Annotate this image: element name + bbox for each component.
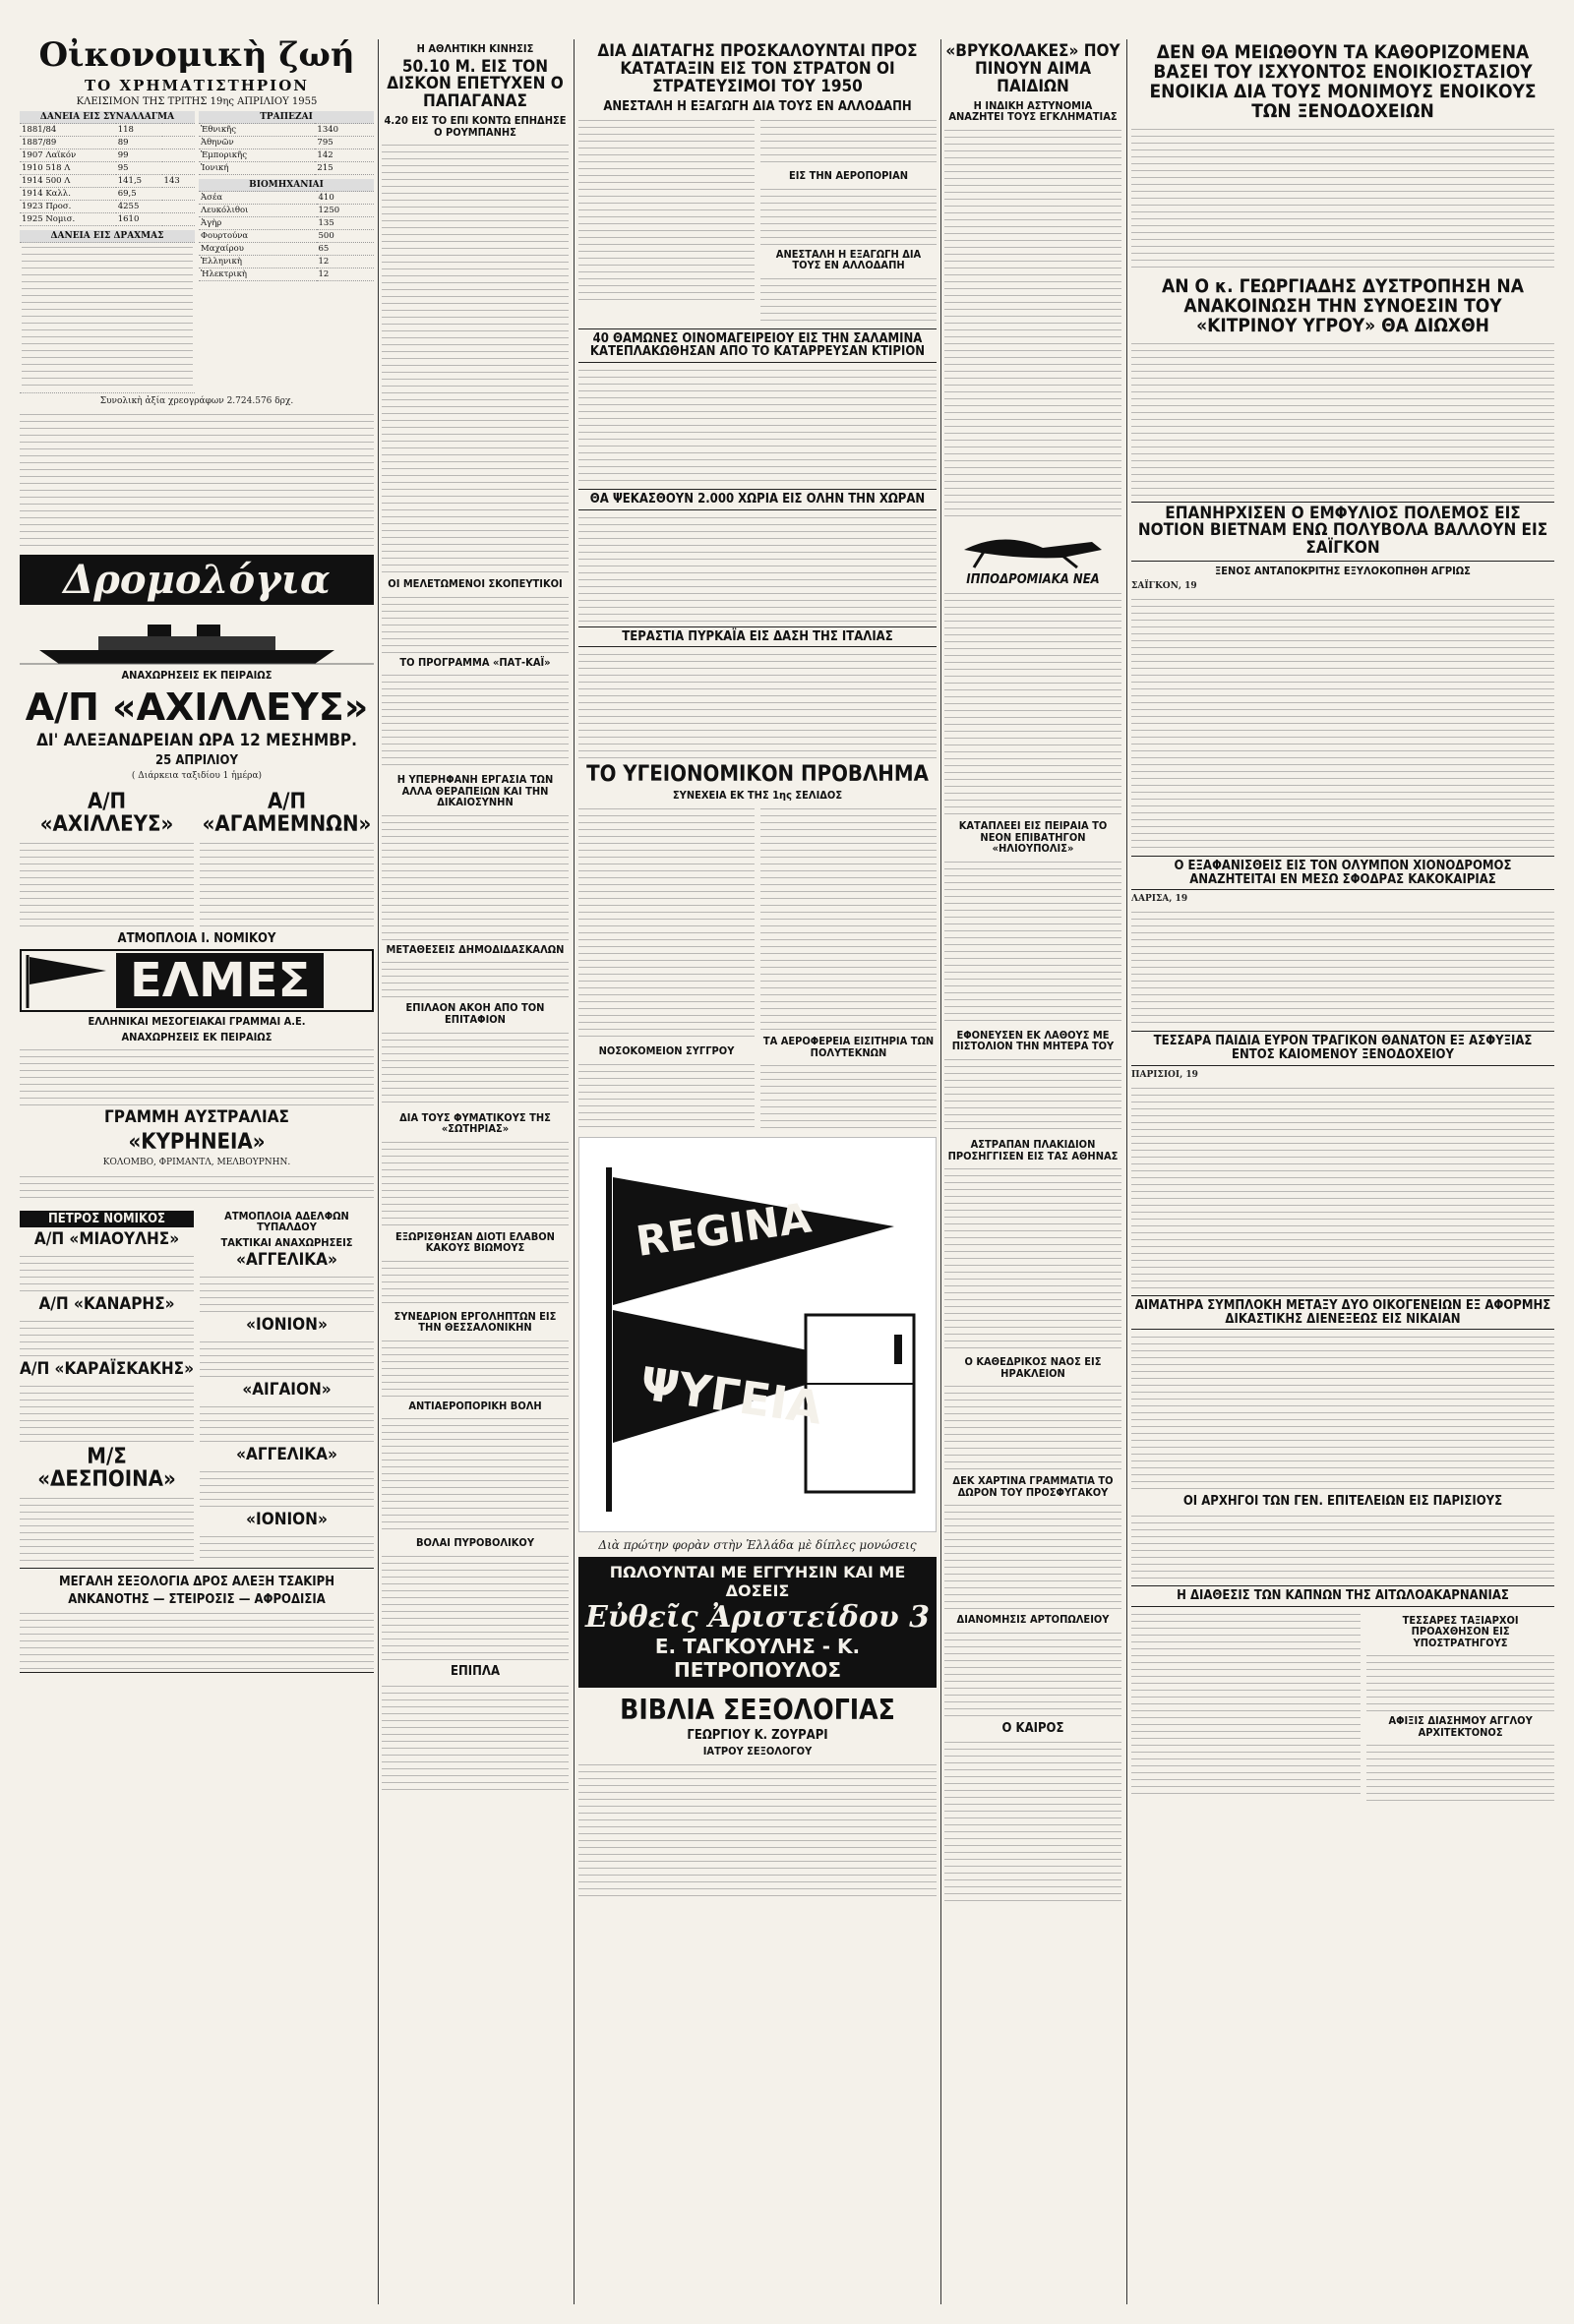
tactical-departures: ΤΑΚΤΙΚΑΙ ΑΝΑΧΩΡΗΣΕΙΣ: [220, 1235, 353, 1249]
regina-brand: REGINA: [633, 1193, 815, 1267]
petronomikos-logo: ΠΕΤΡΟΣ ΝΟΜΙΚΟΣ: [20, 1211, 194, 1228]
table-cell: 1881/84: [20, 124, 116, 137]
sales-line1: ΠΩΛΟΥΝΤΑΙ ΜΕ ΕΓΓΥΗΣΙΝ ΚΑΙ ΜΕ ΔΟΣΕΙΣ: [609, 1563, 906, 1601]
table-row: [20, 201, 195, 213]
headline: ΤΟ ΠΡΟΓΡΑΜΜΑ «ΠΑΤ-ΚΑΪ»: [399, 655, 551, 669]
australia-line: ΓΡΑΜΜΗ ΑΥΣΤΡΑΛΙΑΣ: [103, 1107, 289, 1128]
headline-vampires: «ΒΡΥΚΟΛΑΚΕΣ» ΠΟΥ ΠΙΝΟΥΝ ΑΙΜΑ ΠΑΙΔΙΩΝ: [945, 41, 1120, 96]
books-title: ΒΙΒΛΙΑ ΣΕΞΟΛΟΓΙΑΣ: [620, 1694, 895, 1727]
article-text: [760, 1062, 937, 1131]
table-cell: 1887/89: [20, 137, 116, 149]
book-ad: [20, 1568, 374, 1673]
article-text: [1131, 909, 1554, 1027]
table-cell: Μαχαίρου: [199, 243, 317, 256]
schedule-text: [20, 1253, 194, 1292]
headline-tobacco: Η ΔΙΑΘΕΣΙΣ ΤΩΝ ΚΑΠΝΩΝ ΤΗΣ ΑΙΤΩΛΟΑΚΑΡΝΑΝΙΑΣ: [1131, 1585, 1554, 1607]
schedule-text: [20, 1383, 194, 1442]
article-text: [382, 1415, 569, 1533]
table-row: [199, 256, 374, 268]
headline: ΕΞΩΡΙΣΘΗΣΑΝ ΔΙΟΤΙ ΕΛΑΒΟΝ ΚΑΚΟΥΣ ΒΙΩΜΟΥΣ: [395, 1229, 555, 1255]
column-economy: [20, 35, 374, 2304]
table-cell: Φουρτούνα: [199, 230, 317, 243]
headline: ΔΙΑΝΟΜΗΣΙΣ ΑΡΤΟΠΩΛΕΙΟΥ: [956, 1613, 1110, 1627]
table-cell: 1340: [315, 124, 374, 137]
elmes-departures: ΑΝΑΧΩΡΗΣΕΙΣ ΕΚ ΠΕΙΡΑΙΩΣ: [121, 1030, 272, 1043]
table-cell: 118: [116, 124, 162, 137]
headline-health: ΤΟ ΥΓΕΙΟΝΟΜΙΚΟΝ ΠΡΟΒΛΗΜΑ: [586, 762, 929, 788]
article-text: [1131, 1611, 1361, 1798]
schedule-text: [20, 1495, 194, 1564]
table-row: [20, 162, 195, 175]
aerophereia-sub: ΤΑ ΑΕΡΟΦΕΡΕΙΑ ΕΙΣΙΤΗΡΙΑ ΤΩΝ ΠΟΛΥΤΕΚΝΩΝ: [762, 1035, 935, 1059]
headline-export: ΑΝΕΣΤΑΛΗ Η ΕΞΑΓΩΓΗ ΔΙΑ ΤΟΥΣ ΕΝ ΑΛΛΟΔΑΠΗ: [603, 98, 912, 114]
headline-nikaia: ΑΙΜΑΤΗΡΑ ΣΥΜΠΛΟΚΗ ΜΕΤΑΞΥ ΔΥΟ ΟΙΚΟΓΕΝΕΙΩΝ ΕΞ ΑΦΟΡΜΗΣ ΔΙΚΑΣΤΙΚΗΣ ΔΙΕΝΕΞΕΩΣ ΕΙΣ ΝΙΚΑΙΑΝ: [1131, 1295, 1554, 1330]
ionion-2: «ΙΟΝΙΟΝ»: [246, 1509, 328, 1529]
table-cell: 69,5: [116, 188, 162, 201]
table-row: [199, 217, 374, 230]
table-cell: 4255: [116, 201, 162, 213]
ship-illustration: [20, 611, 374, 666]
table-cell: [162, 137, 195, 149]
headline: ΑΝΤΙΑΕΡΟΠΟΡΙΚΗ ΒΟΛΗ: [408, 1399, 542, 1412]
sports-sub: 4.20 ΕΙΣ ΤΟ ΕΠΙ ΚΟΝΤΩ ΕΠΗΔΗΣΕ Ο ΡΟΥΜΠΑΝΗΣ: [384, 114, 567, 139]
article-text: [382, 1338, 569, 1397]
headline-georgiadis: ΑΝ Ο κ. ΓΕΩΡΓΙΑΔΗΣ ΔΥΣΤΡΟΠΗΣΗ ΝΑ ΑΝΑΚΟΙΝΩΣΗ ΤΗΝ ΣΥΝΟΕΣΙΝ ΤΟΥ «ΚΙΤΡΙΝΟΥ ΥΓΡΟΥ» ΘΑ ΔΙΩΧΘΗ: [1162, 274, 1524, 336]
column-main-news: [578, 39, 937, 2304]
article-text: [382, 959, 569, 998]
table-cell: [162, 149, 195, 162]
table-cell: 1923 Προσ.: [20, 201, 116, 213]
section-date: ΚΛΕΙΣΙΜΟΝ ΤΗΣ ΤΡΙΤΗΣ 19ης ΑΠΡΙΛΙΟΥ 1955: [76, 96, 318, 107]
table-cell: Ἀσέα: [199, 192, 317, 205]
miaoulis: Α/Π «ΜΙΑΟΥΛΗΣ»: [33, 1229, 180, 1250]
market-tables: [20, 111, 374, 393]
kyrineia-sub: ΚΟΛΟΜΒΟ, ΦΡΙΜΑΝΤΛ, ΜΕΛΒΟΥΡΝΗΝ.: [102, 1158, 291, 1168]
two-col-block: [578, 117, 937, 325]
nomikos-typaldou-ads: [20, 1207, 374, 1564]
table-cell: Ἐμπορικῆς: [199, 149, 315, 162]
column-world: [1131, 39, 1554, 2304]
headline: Ο ΚΑΘΕΔΡΙΚΟΣ ΝΑΟΣ ΕΙΣ ΗΡΑΚΛΕΙΟΝ: [964, 1355, 1102, 1380]
regina-pennants: [579, 1138, 937, 1531]
flag-icon: [22, 951, 110, 1010]
headline: ΔΕΚ ΧΑΡΤΙΝΑ ΓΡΑΜΜΑΤΙΑ ΤΟ ΔΩΡΟΝ ΤΟΥ ΠΡΟΣΦΥΓΑΚΟΥ: [952, 1474, 1114, 1499]
elmes-ad: [20, 949, 374, 1012]
dateline: ΠΑΡΙΣΙΟΙ, 19: [1131, 1069, 1198, 1080]
article-text: [578, 117, 755, 304]
schedule-text: [200, 1339, 374, 1378]
article-text: [578, 805, 755, 1042]
table-cell: Ἰονική: [199, 162, 315, 175]
kyrineia: «ΚΥΡΗΝΕΙΑ»: [128, 1130, 266, 1156]
table-row: [20, 124, 195, 137]
article-text: [382, 1553, 569, 1661]
karaiskakis: Α/Π «ΚΑΡΑΪΣΚΑΚΗΣ»: [20, 1358, 194, 1379]
article-text: [944, 1165, 1121, 1352]
article-text: [944, 590, 1121, 816]
article-text: [578, 514, 937, 623]
table-cell: Λευκόλιθοι: [199, 205, 317, 217]
table-row: [20, 149, 195, 162]
article-text: [578, 1061, 755, 1130]
health-text-block: [578, 805, 937, 1131]
elmes-sub: ΕΛΛΗΝΙΚΑΙ ΜΕΣΟΓΕΙΑΚΑΙ ΓΡΑΜΜΑΙ Α.Ε.: [88, 1015, 306, 1029]
sub-aeroporia: ΕΙΣ ΤΗΝ ΑΕΡΟΠΟΡΙΑΝ: [788, 169, 909, 183]
industry-table: [199, 179, 374, 281]
article-text: [382, 1139, 569, 1227]
table-cell: Ἀγὴρ: [199, 217, 317, 230]
loans-header: ΔΑΝΕΙΑ ΕΙΣ ΣΥΝΑΛΛΑΓΜΑ: [20, 111, 195, 124]
table-cell: 142: [315, 149, 374, 162]
article-text: [944, 127, 1121, 520]
books-role: ΙΑΤΡΟΥ ΣΕΞΟΛΟΓΟΥ: [702, 1745, 813, 1758]
article-text: [382, 1030, 569, 1108]
article-text: [760, 186, 937, 245]
drachma-table: [20, 230, 195, 393]
table-cell: 795: [315, 137, 374, 149]
kanaris: Α/Π «ΚΑΝΑΡΗΣ»: [38, 1294, 175, 1315]
kyrineia-text: [20, 1173, 374, 1203]
agamemnon-small: Α/Π «ΑΓΑΜΕΜΝΩΝ»: [202, 789, 372, 837]
headline: ΕΠΙΛΑΟΝ ΑΚΟΗ ΑΠΟ ΤΟΝ ΕΠΙΤΑΦΙΟΝ: [405, 1001, 545, 1026]
schedule-text: [200, 1533, 374, 1563]
article-text: [944, 1056, 1121, 1135]
departures-label: ΑΝΑΧΩΡΗΣΕΙΣ ΕΚ ΠΕΙΡΑΙΩΣ: [121, 669, 272, 683]
table-cell: [162, 213, 195, 226]
schedule-text: [200, 840, 374, 928]
column-rule: [378, 39, 379, 2304]
column-rule: [940, 39, 941, 2304]
book-ad-sub: ΑΝΚΑΝΟΤΗΣ — ΣΤΕΙΡΟΣΙΣ — ΑΦΡΟΔΙΣΙΑ: [68, 1591, 326, 1607]
table-cell: 1925 Νομισ.: [20, 213, 116, 226]
headline: ΑΣΤΡΑΠΑΝ ΠΛΑΚΙΔΙΟΝ ΠΡΟΣΗΓΓΙΣΕΝ ΕΙΣ ΤΑΣ ΑΘΗΝΑΣ: [947, 1138, 1119, 1162]
headline: ΣΥΝΕΔΡΙΟΝ ΕΡΓΟΛΗΠΤΩΝ ΕΙΣ ΤΗΝ ΘΕΣΣΑΛΟΝΙΚΗΝ: [394, 1309, 557, 1335]
table-cell: Ἠλεκτρικὴ: [199, 268, 317, 281]
article-text: [382, 142, 569, 574]
table-cell: 1910 518 Λ: [20, 162, 116, 175]
headline-vietnam: ΕΠΑΝΗΡΧΙΣΕΝ Ο ΕΜΦΥΛΙΟΣ ΠΟΛΕΜΟΣ ΕΙΣ ΝΟΤΙΟΝ ΒΙΕΤΝΑΜ ΕΝΩ ΠΟΛΥΒΟΛΑ ΒΑΛΛΟΥΝ ΕΙΣ ΣΑΪΓΚΟΝ: [1131, 502, 1554, 563]
table-cell: 1610: [116, 213, 162, 226]
table-cell: [162, 124, 195, 137]
headline-olympus: Ο ΕΞΑΦΑΝΙΣΘΕΙΣ ΕΙΣ ΤΟΝ ΟΛΥΜΠΟΝ ΧΙΟΝΟΔΡΟΜΟΣ ΑΝΑΖΗΤΕΙΤΑΙ ΕΝ ΜΕΣΩ ΣΦΟΔΡΑΣ ΚΑΚΟΚΑΙΡΙΑΣ: [1131, 856, 1554, 890]
hospital-sub: ΝΟΣΟΚΟΜΕΙΟΝ ΣΥΓΓΡΟΥ: [598, 1044, 735, 1058]
health-sub: ΣΥΝΕΧΕΙΑ ΕΚ ΤΗΣ 1ης ΣΕΛΙΔΟΣ: [672, 789, 843, 803]
ionion: «ΙΟΝΙΟΝ»: [246, 1315, 328, 1336]
books-author: ΓΕΩΡΓΙΟΥ Κ. ΖΟΥΡΑΡΙ: [687, 1727, 828, 1743]
article-text: [382, 812, 569, 940]
headline-rents: ΔΕΝ ΘΑ ΜΕΙΩΘΟΥΝ ΤΑ ΚΑΘΟΡΙΖΟΜΕΝΑ ΒΑΣΕΙ ΤΟΥ ΙΣΧΥΟΝΤΟΣ ΕΝΟΙΚΙΟΣΤΑΣΙΟΥ ΕΝΟΙΚΙΑ ΔΙΑ ΤΟΥΣ ΜΟΝΙΜΟΥΣ ΕΝΟΙΚΟΥΣ ΤΩΝ ΞΕΝΟΔΟΧΕΙΩΝ: [1149, 41, 1537, 122]
table-row: [199, 243, 374, 256]
brigadiers-sub: ΤΕΣΣΑΡΕΣ ΤΑΞΙΑΡΧΟΙ ΠΡΟΑΧΘΗΣΟΝ ΕΙΣ ΥΠΟΣΤΡΑΤΗΓΟΥΣ: [1402, 1613, 1519, 1649]
article-text: [382, 1258, 569, 1307]
table-cell: Ἐθνικῆς: [199, 124, 315, 137]
table-cell: 99: [116, 149, 162, 162]
book-ad-title: ΜΕΓΑΛΗ ΣΕΞΟΛΟΓΙΑ ΔΡΟΣ ΑΛΕΞΗ ΤΣΑΚΙΡΗ: [58, 1575, 335, 1589]
column-sports: [382, 39, 569, 2304]
schedule-text: [20, 840, 194, 928]
tobacco-block: [1131, 1611, 1554, 1802]
table-row: [20, 213, 195, 226]
nomikos-ships: [20, 787, 374, 928]
table-row: [20, 175, 195, 188]
schedule-text: [20, 1318, 194, 1357]
headline-spray: ΘΑ ΨΕΚΑΣΘΟΥΝ 2.000 ΧΩΡΙΑ ΕΙΣ ΟΛΗΝ ΤΗΝ ΧΩΡΑΝ: [578, 489, 937, 510]
elmes-logo: ΕΛΜΕΣ: [116, 953, 324, 1008]
column-rule: [574, 39, 575, 2304]
market-commentary: [20, 411, 374, 549]
horse-illustration: [944, 520, 1121, 569]
table-cell: 1907 Λαϊκόν: [20, 149, 116, 162]
vietnam-sub: ΞΕΝΟΣ ΑΝΤΑΠΟΚΡΙΤΗΣ ΕΞΥΛΟΚΟΠΗΘΗ ΑΓΡΙΩΣ: [1215, 565, 1471, 578]
table-row: [199, 162, 374, 175]
article-text: [382, 672, 569, 770]
table-row: [20, 137, 195, 149]
headline: ΕΦΟΝΕΥΣΕΝ ΕΚ ΛΑΘΟΥΣ ΜΕ ΠΙΣΤΟΛΙΟΝ ΤΗΝ ΜΗΤΕΡΑ ΤΟΥ: [951, 1028, 1115, 1053]
headline-salamina: 40 ΘΑΜΩΝΕΣ ΟΙΝΟΜΑΓΕΙΡΕΙΟΥ ΕΙΣ ΤΗΝ ΣΑΛΑΜΙΝΑ ΚΑΤΕΠΛΑΚΩΘΗΣΑΝ ΑΠΟ ΤΟ ΚΑΤΑΡΡΕΥΣΑΝ ΚΤΙΡΙΟΝ: [578, 328, 937, 363]
headline-chiefs: ΟΙ ΑΡΧΗΓΟΙ ΤΩΝ ΓΕΝ. ΕΠΙΤΕΛΕΙΩΝ ΕΙΣ ΠΑΡΙΣΙΟΥΣ: [1182, 1494, 1503, 1510]
table-row: [199, 137, 374, 149]
article-text: [944, 1502, 1121, 1610]
column-rule: [1126, 39, 1127, 2304]
weather-text: [944, 1739, 1121, 1906]
nomikos-footer: ΑΤΜΟΠΛΟΙΑ Ι. ΝΟΜΙΚΟΥ: [117, 930, 276, 946]
table-cell: [162, 201, 195, 213]
sub-anestali: ΑΝΕΣΤΑΛΗ Η ΕΞΑΓΩΓΗ ΔΙΑ ΤΟΥΣ ΕΝ ΑΛΛΟΔΑΠΗ: [775, 247, 922, 272]
headline: ΟΙ ΜΕΛΕΤΩΜΕΝΟΙ ΣΚΟΠΕΥΤΙΚΟΙ: [388, 577, 563, 591]
article-text: [760, 275, 937, 325]
table-cell: 500: [317, 230, 374, 243]
despoina: Μ/Σ «ΔΕΣΠΟΙΝΑ»: [37, 1444, 176, 1492]
table-row: [20, 188, 195, 201]
table-cell: Ἑλληνικὴ: [199, 256, 317, 268]
banks-header: ΤΡΑΠΕΖΑΙ: [199, 111, 374, 124]
akhilleus-small: Α/Π «ΑΧΙΛΛΕΥΣ»: [39, 789, 174, 837]
regina-caption: Διὰ πρώτην φορὰν στὴν Ἑλλάδα μὲ δίπλες μονώσεις: [598, 1538, 917, 1553]
price-rows: [22, 244, 193, 391]
article-text: [944, 1630, 1121, 1718]
aggelika-2: «ΑΓΓΕΛΙΚΑ»: [236, 1444, 337, 1464]
akhilleus-date: 25 ΑΠΡΙΛΙΟΥ: [155, 752, 238, 768]
headline-conscripts: ΔΙΑ ΔΙΑΤΑΓΗΣ ΠΡΟΣΚΑΛΟΥΝΤΑΙ ΠΡΟΣ ΚΑΤΑΤΑΞΙΝ ΕΙΣ ΤΟΝ ΣΤΡΑΤΟΝ ΟΙ ΣΤΡΑΤΕΥΣΙΜΟΙ ΤΟΥ 1950: [597, 41, 918, 96]
table-cell: 1914 500 Λ: [20, 175, 116, 188]
article-text: [1131, 340, 1554, 498]
loans-table: [20, 111, 195, 226]
table-cell: [162, 162, 195, 175]
headline: ΜΕΤΑΘΕΣΕΙΣ ΔΗΜΟΔΙΔΑΣΚΑΛΩΝ: [386, 942, 565, 956]
article-text: [944, 1383, 1121, 1471]
table-cell: 89: [116, 137, 162, 149]
industry-header: ΒΙΟΜΗΧΑΝΙΑΙ: [199, 179, 374, 192]
article-text: [1131, 1334, 1554, 1491]
article-text: [1366, 1652, 1554, 1711]
schedule-text: [200, 1468, 374, 1508]
table-cell: 95: [116, 162, 162, 175]
headline: ΔΙΑ ΤΟΥΣ ΦΥΜΑΤΙΚΟΥΣ ΤΗΣ «ΣΩΤΗΡΙΑΣ»: [399, 1110, 551, 1136]
dateline: ΣΑΪΓΚΟΝ, 19: [1131, 580, 1197, 591]
vampires-sub: Η ΙΝΔΙΚΗ ΑΣΤΥΝΟΜΙΑ ΑΝΑΖΗΤΕΙ ΤΟΥΣ ΕΓΚΛΗΜΑΤΙΑΣ: [948, 98, 1118, 124]
table-cell: 1914 Καλλ.: [20, 188, 116, 201]
headline: ΕΠΙΠΛΑ: [450, 1663, 501, 1679]
shipping-banner: Δρομολόγια: [20, 555, 374, 605]
sports-section: Η ΑΘΛΗΤΙΚΗ ΚΙΝΗΣΙΣ: [416, 42, 534, 55]
table-cell: 135: [317, 217, 374, 230]
typaldou: ΑΤΜΟΠΛΟΙΑ ΑΔΕΛΦΩΝ ΤΥΠΑΛΔΟΥ: [224, 1209, 349, 1234]
book-ad-text: [20, 1610, 374, 1669]
article-text: [760, 117, 937, 166]
akhilleus-title: Α/Π «ΑΧΙΛΛΕΥΣ»: [25, 685, 369, 729]
dateline: ΛΑΡΙΣΑ, 19: [1131, 894, 1188, 905]
schedule-text: [200, 1274, 374, 1313]
architect-sub: ΑΦΙΞΙΣ ΔΙΑΣΗΜΟΥ ΑΓΓΛΟΥ ΑΡΧΙΤΕΚΤΟΝΟΣ: [1388, 1714, 1533, 1739]
headline: ΚΑΤΑΠΛΕΕΙ ΕΙΣ ΠΕΙΡΑΙΑ ΤΟ ΝΕΟΝ ΕΠΙΒΑΤΗΓΟΝ «ΗΛΙΟΥΠΟΛΙΣ»: [958, 819, 1108, 856]
headline-fire: ΤΕΡΑΣΤΙΑ ΠΥΡΚΑΪΑ ΕΙΣ ΔΑΣΗ ΤΗΣ ΙΤΑΛΙΑΣ: [578, 626, 937, 648]
table-cell: 12: [317, 268, 374, 281]
table-row: [199, 149, 374, 162]
table-row: [199, 192, 374, 205]
drachma-header: ΔΑΝΕΙΑ ΕΙΣ ΔΡΑΧΜΑΣ: [20, 230, 195, 243]
section-title: Οἰκονομικὴ ζωή: [38, 35, 355, 75]
article-text: [382, 1683, 569, 1791]
aggelika: «ΑΓΓΕΛΙΚΑ»: [236, 1250, 337, 1271]
sales-line2: Εὐθεῖς Ἀριστείδου 3: [584, 1600, 931, 1636]
article-text: [944, 859, 1121, 1026]
akhilleus-note: ( Διάρκεια ταξιδίου 1 ἡμέρα): [131, 771, 263, 782]
table-cell: 215: [315, 162, 374, 175]
table-cell: [162, 188, 195, 201]
table-row: [199, 124, 374, 137]
market-total: Συνολικὴ ἀξία χρεογράφων 2.724.576 δρχ.: [99, 396, 294, 406]
horse-racing-title: ΙΠΠΟΔΡΟΜΙΑΚΑ ΝΕΑ: [966, 571, 1100, 587]
headline-hotel-fire: ΤΕΣΣΑΡΑ ΠΑΙΔΙΑ ΕΥΡΟΝ ΤΡΑΓΙΚΟΝ ΘΑΝΑΤΟΝ ΕΞ ΑΣΦΥΞΙΑΣ ΕΝΤΟΣ ΚΑΙΟΜΕΝΟΥ ΞΕΝΟΔΟΧΕΙΟΥ: [1131, 1031, 1554, 1065]
sales-line3: Ε. ΤΑΓΚΟΥΛΗΣ - Κ. ΠΕΤΡΟΠΟΥΛΟΣ: [654, 1635, 861, 1683]
article-text: [1366, 1742, 1554, 1801]
schedule-text: [200, 1403, 374, 1443]
elmes-schedule: [20, 1046, 374, 1105]
table-cell: 65: [317, 243, 374, 256]
weather-title: Ο ΚΑΙΡΟΣ: [1001, 1720, 1064, 1736]
article-text: [1131, 596, 1554, 852]
article-text: [760, 805, 937, 1032]
article-text: [578, 651, 937, 759]
headline: ΒΟΛΑΙ ΠΥΡΟΒΟΛΙΚΟΥ: [415, 1536, 535, 1550]
banks-table: [199, 111, 374, 175]
table-cell: 143: [162, 175, 195, 188]
column-misc: [944, 39, 1121, 2304]
table-cell: 141,5: [116, 175, 162, 188]
table-cell: 1250: [317, 205, 374, 217]
table-cell: 12: [317, 256, 374, 268]
article-text: [1131, 1513, 1554, 1581]
section-subtitle: ΤΟ ΧΡΗΜΑΤΙΣΤΗΡΙΟΝ: [85, 77, 309, 94]
regina-word: ΨΥΓΕΙΑ: [636, 1356, 826, 1435]
akhilleus-route: ΔΙ' ΑΛΕΞΑΝΔΡΕΙΑΝ ΩΡΑ 12 ΜΕΣΗΜΒΡ.: [36, 730, 357, 750]
table-row: [199, 205, 374, 217]
regina-ad: [578, 1137, 937, 1532]
sales-bar: [578, 1557, 937, 1688]
article-text: [1131, 1085, 1554, 1291]
article-text: [578, 367, 937, 485]
aigaion: «ΑΙΓΑΙΟΝ»: [242, 1379, 332, 1400]
sports-headline: 50.10 Μ. ΕΙΣ ΤΟΝ ΔΙΣΚΟΝ ΕΠΕΤΥΧΕΝ Ο ΠΑΠΑΓΑΝΑΣ: [387, 56, 564, 112]
table-row: [199, 268, 374, 281]
article-text: [1131, 126, 1554, 273]
headline: Η ΥΠΕΡΗΦΑΝΗ ΕΡΓΑΣΙΑ ΤΩΝ ΑΛΛΑ ΘΕΡΑΠΕΙΩΝ ΚΑΙ ΤΗΝ ΔΙΚΑΙΟΣΥΝΗΝ: [396, 773, 554, 809]
table-cell: 410: [317, 192, 374, 205]
table-cell: Ἀθηνῶν: [199, 137, 315, 149]
book-list-text: [578, 1761, 937, 1899]
article-text: [382, 594, 569, 653]
table-row: [199, 230, 374, 243]
